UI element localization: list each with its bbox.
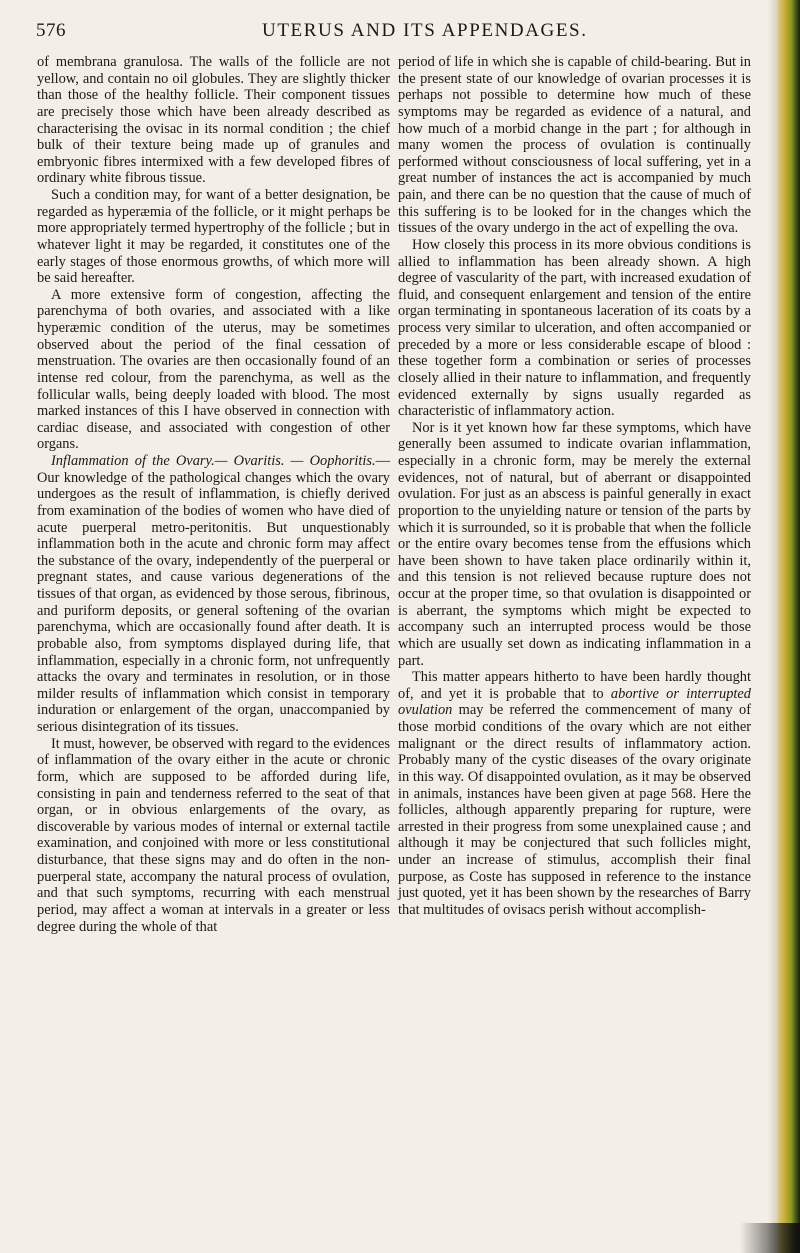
paragraph: period of life in which she is capable of child-bearing. But in the present state of our knowledge of ovarian processes it is perhaps not possible to determine how much of these symptoms may be regarded as evidence of a natural, and how much of a morbid change in the part ; for although in many women the process of ovulation is continually performed without consciousness of local suffering, yet in a great number of instances the act is accompanied by much pain, and there can be no question that the cause of much of this suffering is to be looked for in the changes which the tissues of the ovary undergo in the act of expelling the ova. — [398, 54, 751, 237]
paragraph: It must, however, be observed with regard to the evidences of inflammation of the ovary either in the acute or chronic form, which are supposed to be afforded during life, consisting in pain and tenderness referred to the seat of that organ, or in obvious enlargements of the ovary, as discoverable by various modes of internal or external tactile examination, and conjoined with more or less constitutional disturbance, that these signs may and do often in the non-puerperal state, accompany the natural process of ovulation, and that such symptoms, recurring with each menstrual period, may affect a woman at intervals in a greater or less degree during the whole of that — [37, 735, 390, 935]
right-column — [398, 54, 751, 919]
paragraph: A more extensive form of congestion, affecting the parenchyma of both ovaries, and associated with a like hyperæmic condition of the uterus, may be sometimes observed about the period of the final cessation of menstruation. The ovaries are then occasionally found of an intense red colour, from the parenchyma, as well as the follicular walls, being deeply loaded with blood. The most marked instances of this I have observed in connection with cardiac disease, and associated with congestion of other organs. — [37, 286, 390, 453]
page-gutter-shadow — [768, 0, 778, 1253]
paragraph-text: This matter appears hitherto to have been hardly thought of, and yet it is probable that to — [398, 669, 751, 702]
paragraph — [398, 669, 751, 918]
page-header — [36, 20, 758, 46]
paragraph: How closely this process in its more obvious conditions is allied to inflammation has been already shown. A high degree of vascularity of the part, with increased exudation of fluid, and consequent enlargement and tension of the entire organ terminating in spontaneous laceration of its coats by a process very similar to ulceration, and often accompanied or preceded by a more or less considerable escape of blood : these together form a combination or series of processes closely allied in their nature to inflammation, and frequently evidenced externally by signs usually regarded as characteristic of inflammatory action. — [398, 236, 751, 420]
page-number: 576 — [36, 20, 66, 41]
book-spine-edge — [778, 0, 800, 1253]
page-corner-shadow — [740, 1223, 800, 1253]
paragraph: Such a condition may, for want of a better designation, be regarded as hyperæmia of the follicle, or it might perhaps be more appropriately termed hypertrophy of the follicle ; but in whatever light it may be regarded, it constitutes one of the early stages of those enormous growths, of which more will be said hereafter. — [37, 187, 390, 287]
paragraph-text: —Our knowledge of the pathological changes which the ovary undergoes as the result of inflammation, is chiefly derived from examination of the bodies of women who have died of acute puerperal metro-peritonitis. But unquestionably inflammation both in the acute and chronic form may affect the substance of the ovary, independently of the puerperal or pregnant states, and cause various degenerations of the tissues of that organ, as evidenced by those serous, fibrinous, and puriform deposits, or general softening of the ovarian parenchyma, which are occasionally found after death. It is probable also, from symptoms displayed during life, that inflammation, especially in a chronic form, not unfrequently attacks the ovary and terminates in resolution, or in those milder results of inflammation which consist in temporary induration or enlargement of the organ, unaccompanied by serious disintegration of its tissues. — [37, 453, 390, 735]
running-head: UTERUS AND ITS APPENDAGES. — [262, 20, 588, 41]
left-column — [37, 54, 390, 935]
paragraph: of membrana granulosa. The walls of the follicle are not yellow, and contain no oil globules. They are slightly thicker than those of the healthy follicle. Their component tissues are precisely those which have been already described as characterising the ovisac in its normal condition ; the chief bulk of their texture being made up of granules and embryonic fibres intermixed with a few developed fibres of ordinary white fibrous tissue. — [37, 54, 390, 187]
paragraph: Nor is it yet known how far these symptoms, which have generally been assumed to indicate ovarian inflammation, especially in a chronic form, may be merely the external evidences, not of natural, but of aberrant or disappointed ovulation. For just as an abscess is painful generally in exact proportion to the unyielding nature or tension of the parts by which it is surrounded, so it is probable that when the follicle or the entire ovary becomes tense from the effusions which have been shown to have taken place ordinarily within it, and this tension is not relieved because rupture does not occur at the proper time, so that ovulation is disappointed or is aberrant, the symptoms which might be expected to accompany such an interrupted process would be those which are usually set down as indicating inflammation in a part. — [398, 419, 751, 669]
emphasis-text: abortive or interrupted ovulation — [398, 685, 751, 719]
section-heading: Inflammation of the Ovary.— Ovaritis. — Oophoritis. — [51, 453, 376, 469]
paragraph-text: may be referred the commencement of many of those morbid conditions of the ovary which are not either malignant or the direct results of inflammatory action. Probably many of the cystic diseases of the ovary originate in this way. Of disappointed ovulation, as it may be observed in animals, instances have been given at page 568. Here the follicles, although apparently preparing for rupture, were arrested in their progress from some unexplained cause ; and although it may be conjectured that such follicles might, under an increase of stimulus, accomplish their final purpose, as Coste has supposed in reference to the instance just quoted, yet it has been shown by the researches of Barry that multitudes of ovisacs perish without accomplish- — [398, 702, 751, 918]
paragraph — [37, 453, 390, 736]
